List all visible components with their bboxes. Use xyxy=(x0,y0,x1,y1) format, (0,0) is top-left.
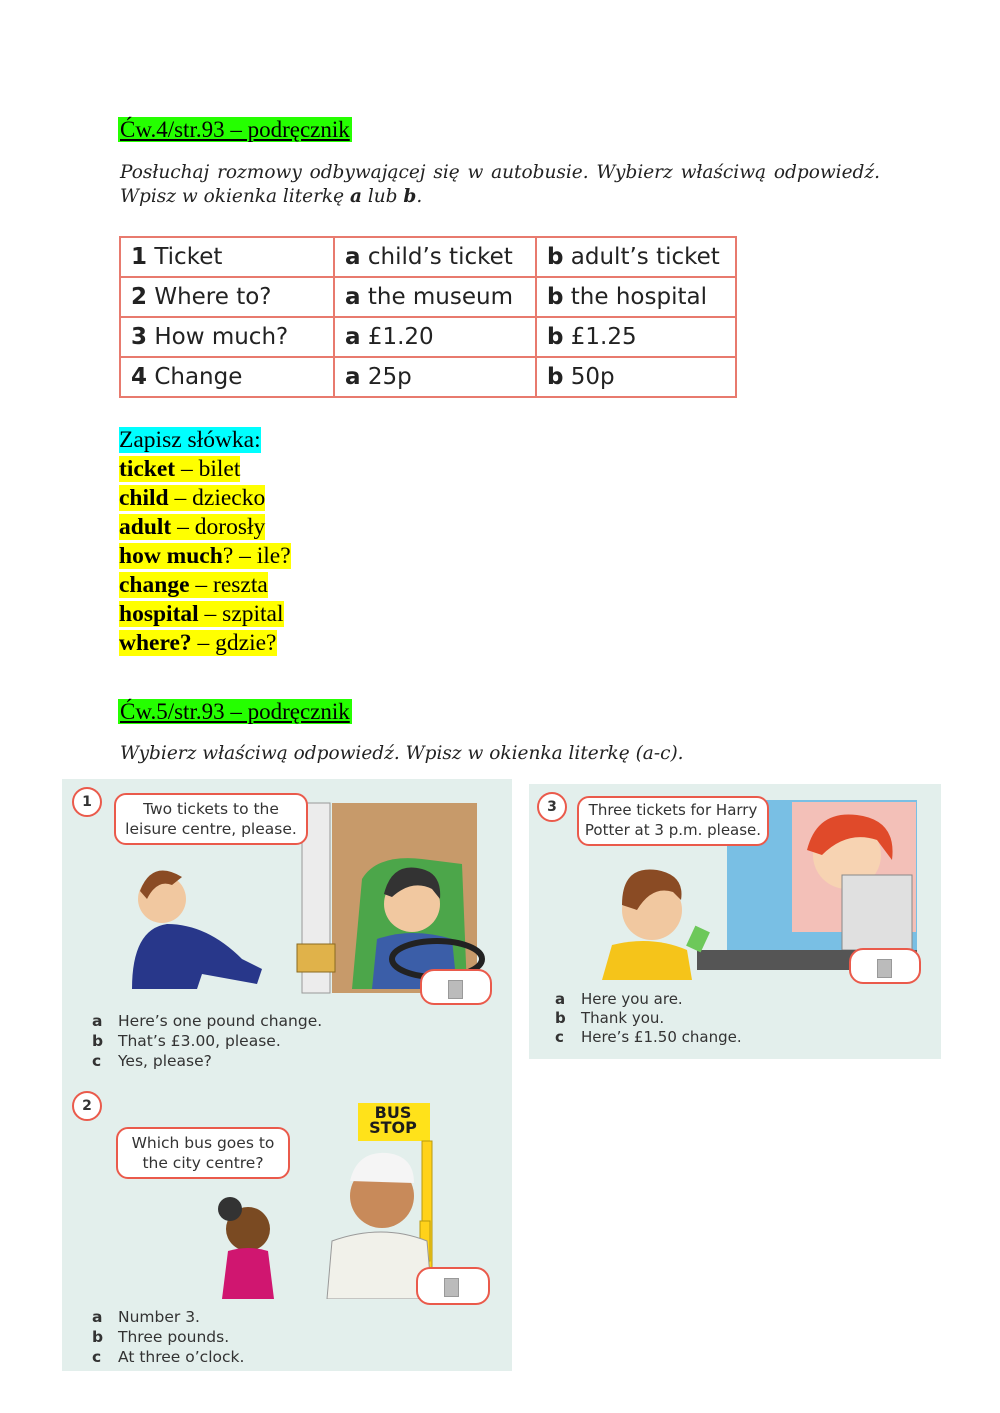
list-item: b Thank you. xyxy=(555,1009,665,1027)
table-row: 2 Where to? a the museum b the hospital xyxy=(120,277,736,317)
list-item: a Here’s one pound change. xyxy=(92,1012,323,1030)
list-item: where? – gdzie? xyxy=(119,630,277,656)
ex5-instruction: Wybierz właściwą odpowiedź. Wpisz w okienka literkę (a-c). xyxy=(120,743,684,764)
table-row: 3 How much? a £1.20 b £1.25 xyxy=(120,317,736,357)
list-item: adult – dorosły xyxy=(119,514,266,540)
list-item: hospital – szpital xyxy=(119,601,284,627)
list-item: how much? – ile? xyxy=(119,543,291,569)
panel-number-3: 3 xyxy=(537,792,567,822)
bus-stop-sign: BUS STOP xyxy=(369,1103,417,1137)
speech-bubble-2: Which bus goes to the city centre? xyxy=(116,1127,290,1179)
list-item: change – reszta xyxy=(119,572,268,598)
ex4-table xyxy=(119,236,737,398)
list-item: a Here you are. xyxy=(555,990,683,1008)
panel-number-1: 1 xyxy=(72,787,102,817)
ex4-heading: Ćw.4/str.93 – podręcznik xyxy=(120,117,350,142)
list-item: c Here’s £1.50 change. xyxy=(555,1028,742,1046)
list-item: b Three pounds. xyxy=(92,1328,230,1346)
table-row: 4 Change a 25p b 50p xyxy=(120,357,736,397)
list-item: child – dziecko xyxy=(119,485,266,511)
options-3 xyxy=(555,990,742,1047)
exercise-panel-right xyxy=(529,784,941,1059)
ex5-heading: Ćw.5/str.93 – podręcznik xyxy=(120,699,350,724)
exercise-panel-left xyxy=(62,779,512,1371)
answer-box-1[interactable] xyxy=(420,969,492,1005)
options-2 xyxy=(92,1307,244,1367)
list-item: c At three o’clock. xyxy=(92,1348,245,1366)
answer-box-3[interactable] xyxy=(849,948,921,984)
list-item: a Number 3. xyxy=(92,1308,200,1326)
answer-box-2[interactable] xyxy=(416,1267,490,1305)
list-item: c Yes, please? xyxy=(92,1052,212,1070)
speech-bubble-1: Two tickets to the leisure centre, please. xyxy=(114,793,308,845)
table-row: 1 Ticket a child’s ticket b adult’s ticket xyxy=(120,237,736,277)
list-item: ticket – bilet xyxy=(119,456,241,482)
panel-number-2: 2 xyxy=(72,1091,102,1121)
vocab-list xyxy=(119,426,291,658)
vocab-title: Zapisz słówka: xyxy=(119,427,261,453)
ex4-instruction: Posłuchaj rozmowy odbywającej się w autobusie. Wybierz właściwą odpowiedź. Wpisz w okienka literkę a lub b. xyxy=(120,162,880,207)
list-item: b That’s £3.00, please. xyxy=(92,1032,281,1050)
speech-bubble-3: Three tickets for Harry Potter at 3 p.m. please. xyxy=(577,796,769,846)
options-1 xyxy=(92,1011,322,1071)
